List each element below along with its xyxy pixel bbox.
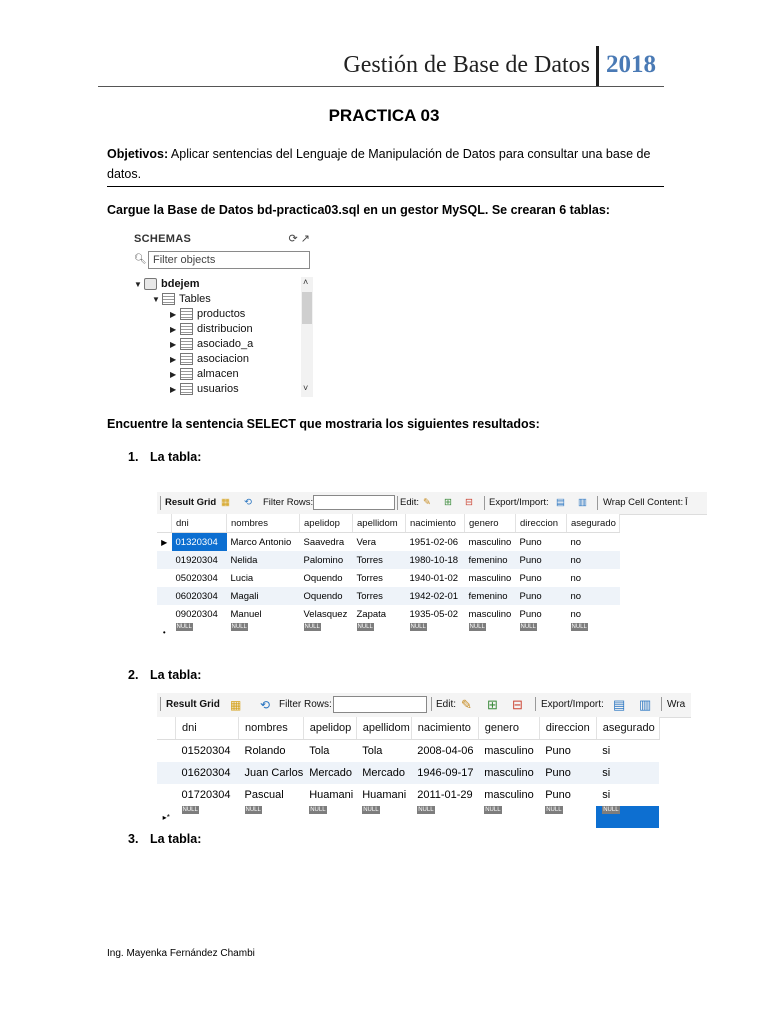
table-cell[interactable]: Torres (353, 587, 406, 605)
new-row-indicator[interactable]: ▸* (162, 812, 170, 822)
header-separator (596, 46, 599, 86)
table-icon (180, 308, 193, 320)
null-cell[interactable] (300, 623, 353, 641)
delete-row-icon[interactable]: ⊟ (512, 697, 523, 712)
table-row[interactable] (157, 784, 659, 806)
col-header[interactable]: apellidom (353, 514, 406, 533)
null-badge: NULL (363, 807, 379, 813)
page-title: PRACTICA 03 (328, 106, 440, 125)
null-badge: NULL (603, 807, 619, 813)
table-cell[interactable]: 01620304 (176, 762, 239, 784)
collapse-arrow-icon[interactable]: ▶ (170, 310, 177, 319)
table-cell[interactable]: Tola (309, 745, 330, 757)
header-rule (98, 86, 664, 87)
table-cell[interactable]: Mercado (356, 762, 411, 784)
col-header[interactable]: nacimiento (406, 514, 465, 533)
row-indicator[interactable] (157, 740, 176, 763)
import-icon[interactable]: ▥ (578, 497, 587, 508)
null-cell[interactable] (567, 623, 620, 641)
expand-arrow-icon[interactable]: ▼ (152, 295, 160, 304)
table-row[interactable] (157, 740, 659, 763)
edit-icon[interactable]: ✎ (423, 497, 431, 508)
table-cell[interactable]: no (570, 536, 582, 548)
table-cell[interactable]: 1935-05-02 (409, 608, 459, 620)
null-cell[interactable] (478, 806, 539, 828)
null-cell[interactable] (411, 806, 478, 828)
table-cell[interactable]: Mercado (303, 762, 356, 784)
table-icon (180, 323, 193, 335)
database-icon (144, 278, 157, 290)
wrap-icon[interactable]: Ī (685, 497, 688, 508)
filter-icon[interactable]: ⟲ (260, 698, 271, 712)
table-cell[interactable]: si (596, 762, 659, 784)
table-cell[interactable]: masculino (478, 762, 539, 784)
add-row-icon[interactable]: ⊞ (487, 697, 498, 712)
table-cell[interactable]: masculino (484, 789, 534, 801)
wrap-cell-label: Wra (667, 699, 686, 710)
add-row-icon[interactable]: ⊞ (444, 497, 452, 508)
collapse-arrow-icon[interactable]: ▶ (170, 385, 177, 394)
edit-icon[interactable]: ✎ (461, 697, 472, 712)
list-item: 1. La tabla: (128, 450, 202, 464)
table-cell[interactable]: 09020304 (175, 608, 218, 620)
table-icon (180, 368, 193, 380)
grid-toolbar (157, 492, 707, 515)
table-cell[interactable]: Puno (545, 789, 571, 801)
null-badge: NULL (546, 807, 562, 813)
null-badge: NULL (571, 624, 587, 630)
table-cell[interactable]: masculino (484, 745, 534, 757)
table-cell[interactable]: si (602, 789, 611, 801)
grid-toolbar (157, 693, 691, 718)
table-row[interactable] (157, 587, 620, 605)
result-grid-label[interactable]: Result Grid (165, 497, 217, 508)
import-icon[interactable]: ▥ (639, 697, 652, 712)
col-header[interactable]: nombres (239, 717, 304, 740)
table-cell[interactable]: masculino (468, 608, 512, 620)
table-cell[interactable]: Vera (356, 536, 377, 548)
grid-icon[interactable]: ▦ (221, 497, 230, 508)
null-badge: NULL (469, 624, 485, 630)
table-cell[interactable]: Rolando (244, 745, 286, 757)
null-badge: NULL (245, 807, 261, 813)
table-cell[interactable]: Juan Carlos (239, 762, 304, 784)
table-cell[interactable]: Velasquez (303, 608, 348, 620)
table-cell[interactable]: Manuel (230, 608, 262, 620)
table-cell[interactable]: Torres (356, 572, 383, 584)
scrollbar-thumb[interactable] (302, 292, 312, 324)
table-cell[interactable]: 2008-04-06 (417, 745, 474, 757)
load-instruction: Cargue la Base de Datos bd-practica03.sql en un gestor MySQL. Se crearan 6 tablas: (107, 203, 610, 217)
new-row[interactable] (157, 623, 620, 641)
table-cell[interactable]: 1951-02-06 (409, 536, 459, 548)
table-cell[interactable]: Marco Antonio (230, 536, 292, 548)
tree-item-table[interactable]: ▶ productos (170, 308, 246, 320)
section-rule (107, 186, 664, 187)
table-cell[interactable]: si (602, 745, 611, 757)
table-row[interactable] (157, 533, 620, 552)
row-indicator[interactable] (157, 762, 176, 784)
table-cell[interactable]: Puno (545, 745, 571, 757)
table-cell[interactable]: Lucia (230, 572, 254, 584)
filter-icon[interactable]: ⟲ (244, 497, 252, 508)
header-title: Gestión de Base de Datos (343, 52, 590, 78)
folder-icon (162, 293, 175, 305)
search-icon: 🔍︎ (134, 254, 147, 265)
col-header[interactable]: dni (172, 514, 227, 533)
null-cell[interactable] (406, 623, 465, 641)
row-indicator[interactable] (157, 605, 172, 623)
col-header[interactable]: direccion (516, 514, 567, 533)
null-cell[interactable] (465, 623, 516, 641)
new-row-indicator[interactable]: • (162, 627, 166, 637)
null-badge: NULL (418, 807, 434, 813)
table-icon (180, 353, 193, 365)
col-header[interactable]: asegurado (596, 717, 659, 740)
result-grid (157, 693, 691, 825)
col-header[interactable]: nombres (227, 514, 300, 533)
data-table (157, 514, 620, 641)
objectives-label: Objetivos: (107, 147, 169, 161)
filter-rows-input[interactable] (313, 495, 395, 510)
col-header[interactable]: direccion (539, 717, 596, 740)
col-header[interactable]: dni (176, 717, 239, 740)
table-row[interactable] (157, 762, 659, 784)
null-badge: NULL (520, 624, 536, 630)
table-row[interactable] (157, 605, 620, 623)
col-header[interactable]: genero (478, 717, 539, 740)
header-row (157, 717, 659, 740)
table-cell[interactable]: Tola (362, 745, 383, 757)
null-cell[interactable] (303, 806, 356, 828)
header-year: 2018 (606, 51, 656, 78)
edit-label: Edit: (400, 497, 420, 508)
refresh-icon[interactable]: ⟳ ↗ (288, 233, 310, 245)
table-cell[interactable]: 01320304 (172, 533, 227, 552)
scroll-down-icon[interactable]: ˅ (303, 383, 309, 393)
null-cell[interactable] (516, 623, 567, 641)
table-cell[interactable]: Zapata (356, 608, 387, 620)
table-row[interactable] (157, 551, 620, 569)
table-cell[interactable]: 1940-01-02 (409, 572, 459, 584)
header-row (157, 514, 620, 533)
table-cell[interactable]: Puno (516, 551, 567, 569)
row-indicator[interactable]: ▶ (161, 537, 168, 547)
export-import-label: Export/Import: (489, 497, 549, 508)
null-badge: NULL (410, 624, 426, 630)
null-cell[interactable] (176, 806, 239, 828)
col-header[interactable]: asegurado (567, 514, 620, 533)
edit-label: Edit: (436, 699, 457, 710)
null-badge: NULL (304, 624, 320, 630)
table-cell[interactable]: Puno (519, 536, 542, 548)
new-row[interactable] (157, 806, 659, 828)
col-header[interactable]: apelidop (303, 717, 356, 740)
schemas-label: SCHEMAS (134, 233, 192, 245)
list-item: 3. La tabla: (128, 832, 202, 846)
tree-item-table[interactable]: ▶ asociado_a (170, 338, 254, 350)
export-icon[interactable]: ▤ (556, 497, 565, 508)
table-cell[interactable]: Puno (519, 608, 542, 620)
col-header[interactable]: nacimiento (411, 717, 478, 740)
objectives-paragraph (107, 144, 663, 184)
table-cell[interactable]: 05020304 (175, 572, 218, 584)
tree-item-table[interactable]: ▶ asociacion (170, 353, 249, 365)
export-import-label: Export/Import: (541, 699, 604, 710)
table-cell[interactable]: Nelida (227, 551, 300, 569)
null-badge: NULL (176, 624, 192, 630)
tree-item-db[interactable]: ▼ bdejem (134, 278, 200, 290)
null-cell[interactable] (353, 623, 406, 641)
footer-author: Ing. Mayenka Fernández Chambi (107, 948, 255, 959)
filter-objects-input[interactable]: Filter objects (148, 251, 310, 269)
table-cell[interactable]: 1946-09-17 (411, 762, 478, 784)
null-badge: NULL (485, 807, 501, 813)
table-cell[interactable]: Oquendo (303, 572, 343, 584)
null-badge: NULL (231, 624, 247, 630)
list-item: 2. La tabla: (128, 668, 202, 682)
tree-item-table[interactable]: ▶ distribucion (170, 323, 253, 335)
schemas-panel (128, 228, 318, 400)
table-cell[interactable]: femenino (465, 587, 516, 605)
table-cell[interactable]: 06020304 (172, 587, 227, 605)
result-grid-label[interactable]: Result Grid (166, 699, 220, 710)
table-cell[interactable]: 01520304 (181, 745, 231, 757)
table-cell[interactable]: Puno (519, 572, 542, 584)
collapse-arrow-icon[interactable]: ▶ (170, 325, 177, 334)
table-cell[interactable]: Puno (539, 762, 596, 784)
table-cell[interactable]: no (570, 572, 582, 584)
table-cell[interactable]: Puno (516, 587, 567, 605)
table-cell[interactable]: Torres (353, 551, 406, 569)
table-cell[interactable]: Saavedra (303, 536, 345, 548)
data-table (157, 717, 660, 828)
table-cell[interactable]: no (567, 551, 620, 569)
col-header[interactable]: apelidop (300, 514, 353, 533)
table-cell[interactable]: Pascual (244, 789, 284, 801)
schema-tree (132, 274, 300, 394)
collapse-arrow-icon[interactable]: ▶ (170, 355, 177, 364)
row-indicator[interactable] (157, 784, 176, 806)
table-cell[interactable]: femenino (465, 551, 516, 569)
null-badge: NULL (357, 624, 373, 630)
table-icon (180, 338, 193, 350)
tree-item-table[interactable]: ▶ almacen (170, 368, 239, 380)
delete-row-icon[interactable]: ⊟ (465, 497, 473, 508)
grid-icon[interactable]: ▦ (230, 698, 242, 712)
objectives-text: Aplicar sentencias del Lenguaje de Manipulación de Datos para consultar una base de datos. (107, 147, 651, 181)
table-icon (180, 383, 193, 395)
col-header[interactable]: apellidom (356, 717, 411, 740)
find-instruction: Encuentre la sentencia SELECT que mostraria los siguientes resultados: (107, 417, 540, 431)
filter-rows-label: Filter Rows: (279, 699, 332, 710)
row-indicator[interactable] (157, 587, 172, 605)
table-cell[interactable]: no (567, 587, 620, 605)
table-cell[interactable]: Huamani (309, 789, 354, 801)
null-cell[interactable] (356, 806, 411, 828)
null-cell[interactable] (172, 623, 227, 641)
null-badge: NULL (310, 807, 326, 813)
collapse-arrow-icon[interactable]: ▶ (170, 340, 177, 349)
wrap-cell-label: Wrap Cell Content: (603, 497, 684, 508)
table-cell[interactable]: Palomino (300, 551, 353, 569)
filter-rows-label: Filter Rows: (263, 497, 314, 508)
table-row[interactable] (157, 569, 620, 587)
table-cell[interactable]: masculino (468, 536, 512, 548)
scroll-up-icon[interactable]: ˄ (303, 277, 309, 287)
table-cell[interactable]: Oquendo (300, 587, 353, 605)
table-cell[interactable]: Magali (227, 587, 300, 605)
filter-rows-input[interactable] (333, 696, 427, 713)
export-icon[interactable]: ▤ (613, 697, 626, 712)
tree-item-tables[interactable]: ▼ Tables (152, 293, 211, 305)
col-header[interactable]: genero (465, 514, 516, 533)
null-badge: NULL (182, 807, 198, 813)
row-indicator[interactable] (157, 569, 172, 587)
table-cell[interactable]: masculino (468, 572, 512, 584)
null-cell[interactable] (596, 806, 659, 828)
null-cell[interactable] (227, 623, 300, 641)
table-cell[interactable]: 01920304 (172, 551, 227, 569)
table-cell[interactable]: Huamani (362, 789, 407, 801)
table-cell[interactable]: 1942-02-01 (406, 587, 465, 605)
table-cell[interactable]: no (570, 608, 582, 620)
tree-item-table[interactable]: ▶ usuarios (170, 383, 239, 395)
null-cell[interactable] (539, 806, 596, 828)
table-cell[interactable]: 1980-10-18 (406, 551, 465, 569)
null-cell[interactable] (239, 806, 304, 828)
table-cell[interactable]: 2011-01-29 (417, 789, 473, 801)
expand-arrow-icon[interactable]: ▼ (134, 280, 142, 289)
collapse-arrow-icon[interactable]: ▶ (170, 370, 177, 379)
row-indicator[interactable] (157, 551, 172, 569)
table-cell[interactable]: 01720304 (181, 789, 231, 801)
result-grid (157, 492, 707, 644)
